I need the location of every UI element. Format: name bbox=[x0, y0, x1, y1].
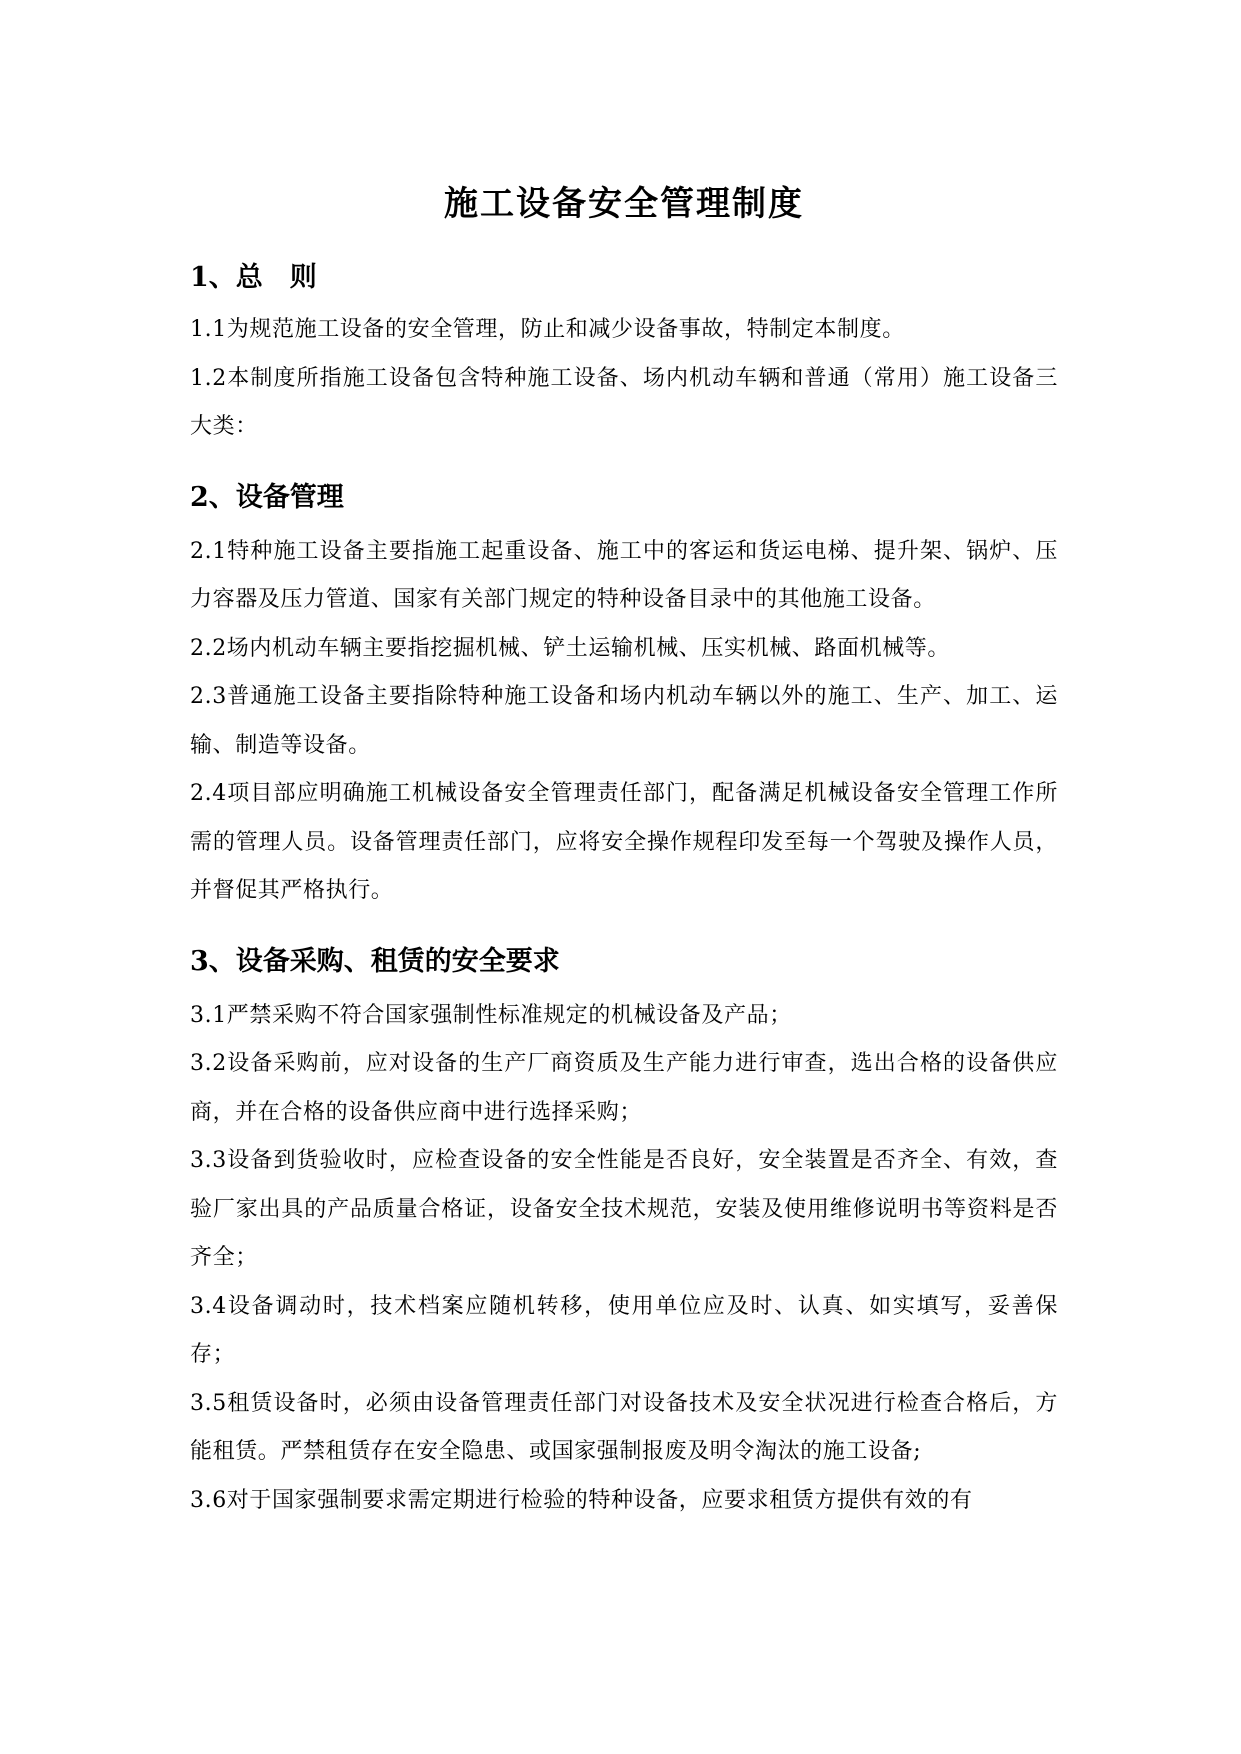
paragraph: 3.6对于国家强制要求需定期进行检验的特种设备，应要求租赁方提供有效的有 bbox=[190, 1487, 973, 1513]
paragraph: 3.5租赁设备时，必须由设备管理责任部门对设备技术及安全状况进行检查合格后，方能租赁。严禁租赁存在安全隐患、或国家强制报废及明令淘汰的施工设备; bbox=[190, 1390, 1058, 1464]
paragraph: 2.3普通施工设备主要指除特种施工设备和场内机动车辆以外的施工、生产、加工、运输、制造等设备。 bbox=[190, 684, 1058, 758]
section-heading: 2、设备管理 bbox=[190, 481, 344, 513]
paragraph: 2.2场内机动车辆主要指挖掘机械、铲土运输机械、压实机械、路面机械等。 bbox=[190, 635, 950, 661]
paragraph: 3.4设备调动时，技术档案应随机转移，使用单位应及时、认真、如实填写，妥善保存； bbox=[190, 1293, 1058, 1367]
section-general bbox=[190, 254, 1058, 452]
section-heading: 1、总 则 bbox=[190, 262, 317, 293]
paragraph: 1.1为规范施工设备的安全管理，防止和减少设备事故，特制定本制度。 bbox=[190, 317, 905, 342]
paragraph: 3.2设备采购前，应对设备的生产厂商资质及生产能力进行审查，选出合格的设备供应商，并在合格的设备供应商中进行选择采购； bbox=[190, 1051, 1058, 1125]
section-procurement-leasing bbox=[190, 938, 1058, 1526]
paragraph: 1.2本制度所指施工设备包含特种施工设备、场内机动车辆和普通（常用）施工设备三大类： bbox=[190, 365, 1058, 439]
paragraph: 2.1特种施工设备主要指施工起重设备、施工中的客运和货运电梯、提升架、锅炉、压力容器及压力管道、国家有关部门规定的特种设备目录中的其他施工设备。 bbox=[190, 538, 1058, 612]
section-equipment-management bbox=[190, 474, 1058, 916]
paragraph: 3.3设备到货验收时，应检查设备的安全性能是否良好，安全装置是否齐全、有效，查验厂家出具的产品质量合格证，设备安全技术规范，安装及使用维修说明书等资料是否齐全； bbox=[190, 1148, 1058, 1270]
document-title: 施工设备安全管理制度 bbox=[444, 184, 804, 224]
paragraph: 3.1严禁采购不符合国家强制性标准规定的机械设备及产品； bbox=[190, 1002, 792, 1028]
section-heading: 3、设备采购、租赁的安全要求 bbox=[190, 945, 560, 977]
paragraph: 2.4项目部应明确施工机械设备安全管理责任部门，配备满足机械设备安全管理工作所需的管理人员。设备管理责任部门，应将安全操作规程印发至每一个驾驶及操作人员，并督促其严格执行。 bbox=[190, 781, 1058, 903]
